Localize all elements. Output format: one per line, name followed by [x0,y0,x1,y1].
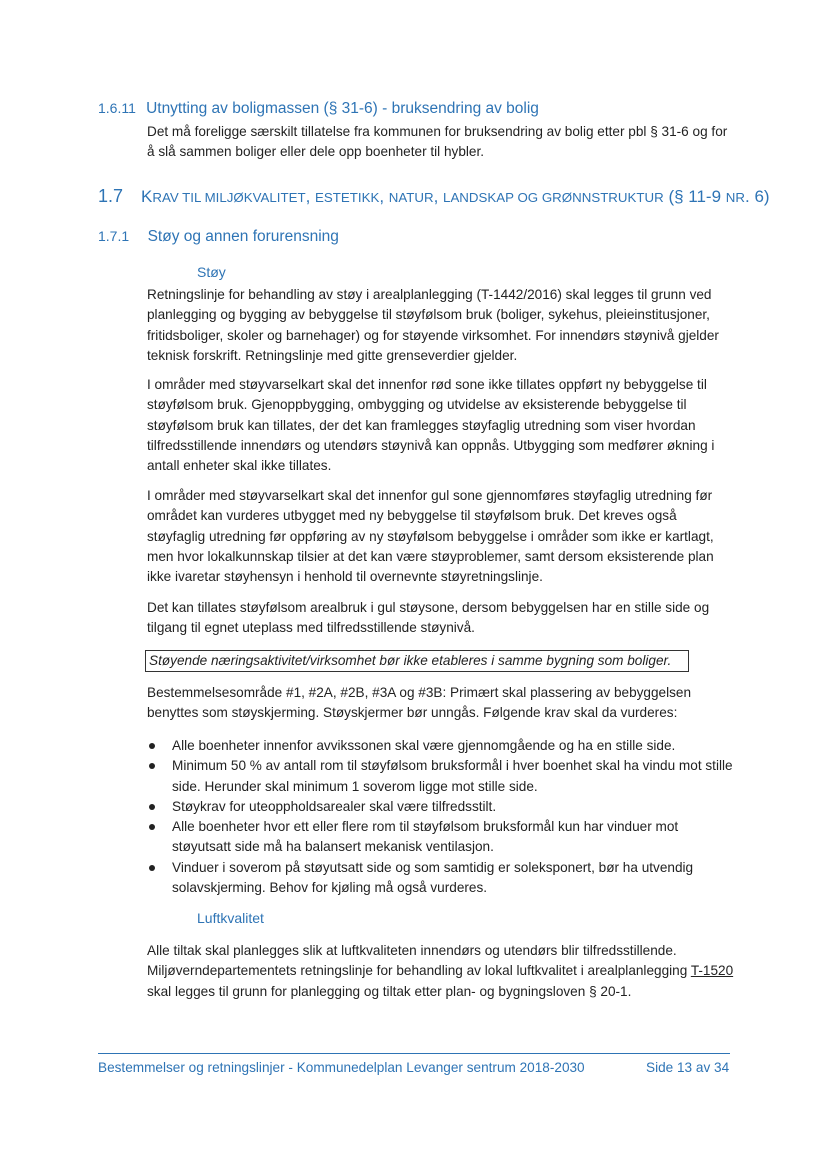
luftkvalitet-subheading: Luftkvalitet [197,910,264,926]
footer-document-title: Bestemmelser og retningslinjer - Kommunedelplan Levanger sentrum 2018-2030 [98,1060,585,1075]
heading-part: NR [725,190,745,205]
heading-part: , [305,187,316,206]
section-1-7-1-heading [98,228,339,246]
section-number: 1.7.1 [98,228,130,244]
boxed-note: Støyende næringsaktivitet/virksomhet bør ikke etableres i samme bygning som boliger. [145,650,689,672]
section-title: Støy og annen forurensning [147,228,339,245]
heading-part: LANDSKAP OG GRØNNSTRUKTUR [443,190,664,205]
luftkvalitet-paragraph [147,941,737,1002]
section-title: Utnytting av boligmassen (§ 31-6) - bruksendring av bolig [146,100,539,117]
stoy-subheading: Støy [197,264,226,280]
list-item: Alle boenheter innenfor avvikssonen skal være gjennomgående og ha en stille side. [147,736,737,756]
stoy-paragraph-5: Bestemmelsesområde #1, #2A, #2B, #3A og #3B: Primært skal plassering av bebyggelsen benyttes som støyskjerming. Støyskjermer bør unngås. Følgende krav skal da vurderes: [147,685,692,721]
stoy-paragraph-1: Retningslinje for behandling av støy i arealplanlegging (T-1442/2016) skal legges til grunn ved planlegging og bygging av bebyggelse til støyfølsom bruk (boliger, sykehus, pleieinstitusjoner, fritidsboliger, skoler og barnehager) og for støyende virksomhet. For innendørs støynivå gjelder teknisk forskrift. Retningslinje med gitte grenseverdier gjelder. [147,287,719,363]
section-number: 1.7 [98,186,124,206]
paragraph-text: Alle tiltak skal planlegges slik at luftkvaliteten innendørs og utendørs blir tilfredsstillende. Miljøverndepartementets retningslinje for behandling av lokal luftkvalitet i arealplanlegging [147,943,691,979]
heading-part: K [141,187,153,206]
section-1-6-11-body: Det må foreligge særskilt tillatelse fra kommunen for bruksendring av bolig etter pbl § 31-6 og for å slå sammen boliger eller dele opp boenheter til hybler. [147,124,728,160]
stoy-paragraph-2: I områder med støyvarselkart skal det innenfor rød sone ikke tillates oppført ny bebyggelse til støyfølsom bruk. Gjenoppbygging, ombygging og utvidelse av eksisterende bebyggelse til støyfølsom bruk kan tillates, der det kan framlegges støyfaglig utredning som viser hvordan tilfredsstillende innendørs og utendørs støynivå kan oppnås. Utbygging som medfører økning i antall enheter skal ikke tillates. [147,377,715,474]
requirements-list [147,736,737,898]
list-item: Minimum 50 % av antall rom til støyfølsom bruksformål i hver boenhet skal ha vindu mot stille side. Herunder skal minimum 1 soverom ligge mot stille side. [147,756,737,797]
section-1-7-heading [98,186,770,207]
footer-divider [98,1053,730,1054]
heading-part: , [433,187,444,206]
section-number: 1.6.11 [98,100,136,116]
heading-part: NATUR [388,190,434,205]
heading-part: (§ 11-9 [663,187,726,206]
list-item: Støykrav for uteoppholdsarealer skal være tilfredsstilt. [147,797,737,817]
heading-part: ESTETIKK [315,190,380,205]
heading-part: , [379,187,389,206]
paragraph-text: skal legges til grunn for planlegging og tiltak etter plan- og bygningsloven § 20-1. [147,983,632,999]
list-item: Vinduer i soverom på støyutsatt side og som samtidig er soleksponert, bør ha utvendig solavskjerming. Behov for kjøling må også vurderes. [147,858,737,899]
footer-page-number: Side 13 av 34 [646,1060,730,1075]
section-1-6-11-heading [98,100,539,118]
stoy-paragraph-3: I områder med støyvarselkart skal det innenfor gul sone gjennomføres støyfaglig utredning før området kan vurderes utbygget med ny bebyggelse til støyfølsom bruk. Det kreves også støyfaglig utredning før oppføring av ny støyfølsom bebyggelse i områder som ikke er kartlagt, men hvor lokalkunnskap tilsier at det kan være støyproblemer, samt dersom eksisterende plan ikke ivaretar støyhensyn i henhold til overnevnte støyretningslinje. [147,488,714,585]
t-1520-link[interactable]: T-1520 [690,963,734,979]
stoy-paragraph-4: Det kan tillates støyfølsom arealbruk i gul støysone, dersom bebyggelsen har en stille side og tilgang til egnet uteplass med tilfredsstillende støynivå. [147,600,710,636]
heading-part: RAV TIL MILJØKVALITET [152,190,306,205]
list-item: Alle boenheter hvor ett eller flere rom til støyfølsom bruksformål kun har vinduer mot støyutsatt side må ha balansert mekanisk ventilasjon. [147,817,737,858]
heading-part: . 6) [745,187,770,206]
